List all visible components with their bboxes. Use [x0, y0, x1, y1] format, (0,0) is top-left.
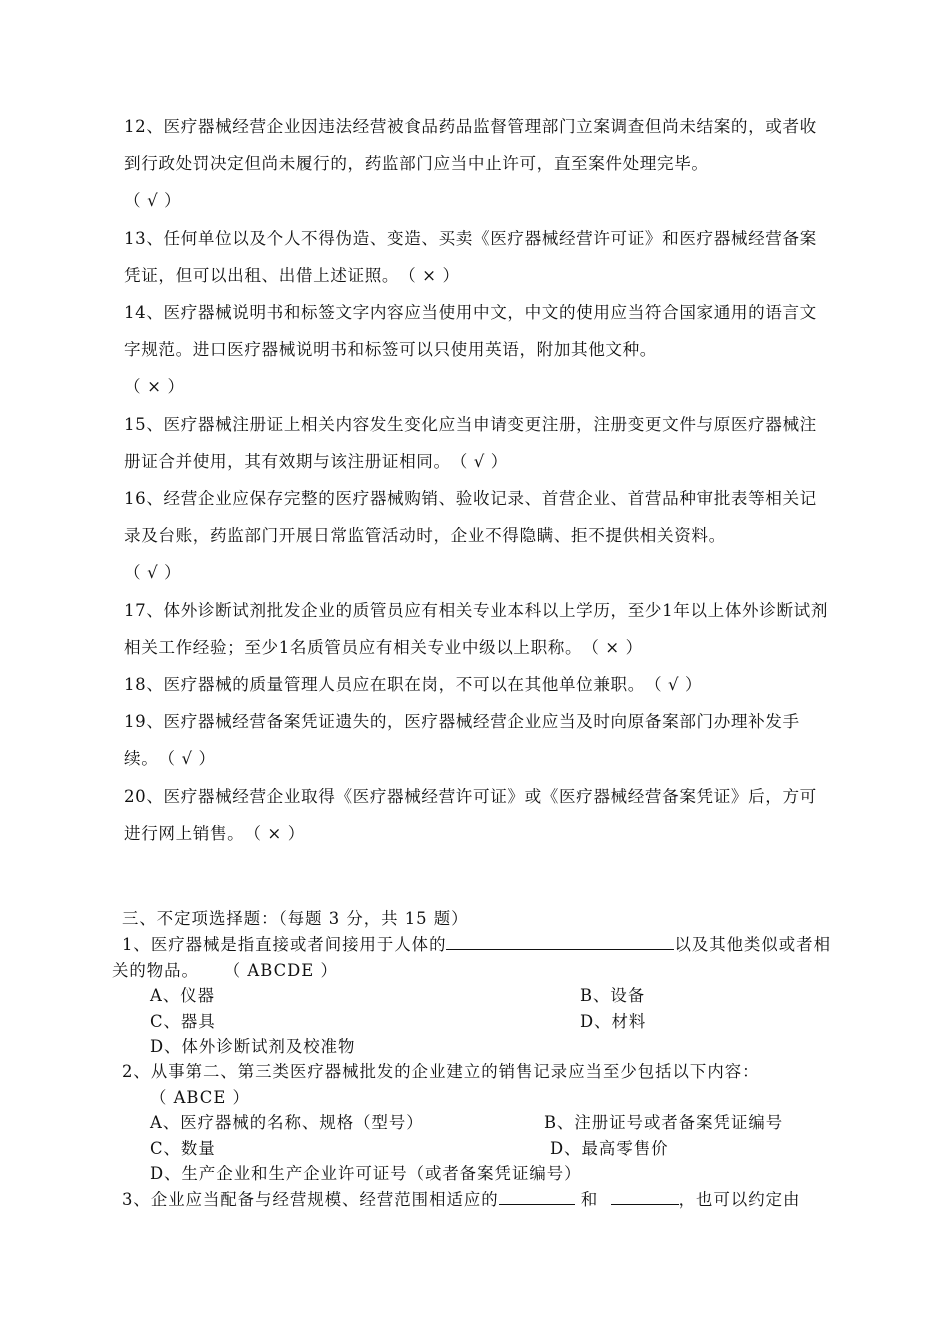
question-1-stem-cont: 关的物品。 （ ABCDE ）: [112, 960, 338, 980]
option-c: C、数量: [150, 1138, 216, 1158]
answer-blank: [611, 1186, 679, 1205]
question-3-stem: 3、企业应当配备与经营规模、经营范围相适应的 和 ，也可以约定由: [112, 1186, 852, 1212]
tf-question: 14、医疗器械说明书和标签文字内容应当使用中文，中文的使用应当符合国家通用的语言文字规范。进口医疗器械说明书和标签可以只使用英语，附加其他文种。: [124, 303, 817, 360]
tf-item-19: [124, 703, 830, 777]
tf-answer: （ × ）: [244, 823, 305, 843]
option-b: B、注册证号或者备案凭证编号: [544, 1113, 784, 1133]
option-b: B、设备: [580, 986, 646, 1006]
option-d: D、材料: [580, 1011, 647, 1031]
question-1-answer: （ ABCDE ）: [223, 960, 338, 980]
tf-item-15: [124, 406, 830, 480]
tf-question: 12、医疗器械经营企业因违法经营被食品药品监督管理部门立案调查但尚未结案的，或者收到行政处罚决定但尚未履行的，药监部门应当中止许可，直至案件处理完毕。: [124, 117, 817, 174]
tf-item-14: [124, 294, 830, 406]
option-a: A、医疗器械的名称、规格（型号）: [150, 1113, 424, 1133]
tf-item-20: [124, 778, 830, 852]
option-row: [112, 1009, 852, 1034]
answer-blank: [446, 931, 674, 950]
option-a: A、仪器: [150, 986, 216, 1006]
option-row: [112, 983, 852, 1008]
tf-answer: （ × ）: [124, 377, 185, 397]
tf-item-13: [124, 220, 830, 294]
tf-question: 19、医疗器械经营备案凭证遗失的，医疗器械经营企业应当及时向原备案部门办理补发手续。: [124, 712, 800, 769]
question-2-stem: 2、从事第二、第三类医疗器械批发的企业建立的销售记录应当至少包括以下内容：: [122, 1062, 760, 1082]
tf-question: 16、经营企业应保存完整的医疗器械购销、验收记录、首营企业、首营品种审批表等相关记录及台账，药监部门开展日常监管活动时，企业不得隐瞒、拒不提供相关资料。: [124, 489, 817, 546]
section-heading: 三、不定项选择题：（每题 3 分，共 15 题）: [122, 909, 469, 928]
tf-item-16: [124, 480, 830, 592]
question-1-stem: 1、医疗器械是指直接或者间接用于人体的 以及其他类似或者相: [112, 931, 852, 957]
tf-question: 18、医疗器械的质量管理人员应在职在岗，不可以在其他单位兼职。: [124, 675, 645, 695]
tf-question: 13、任何单位以及个人不得伪造、变造、买卖《医疗器械经营许可证》和医疗器械经营备案凭证，但可以出租、出借上述证照。: [124, 228, 817, 285]
tf-answer: （ × ）: [399, 265, 460, 285]
option-row: [112, 1136, 852, 1161]
option-e: D、体外诊断试剂及校准物: [150, 1037, 356, 1056]
tf-question: 15、医疗器械注册证上相关内容发生变化应当申请变更注册，注册变更文件与原医疗器械注册证合并使用，其有效期与该注册证相同。: [124, 414, 817, 471]
tf-answer: （ √ ）: [124, 191, 182, 211]
tf-item-17: [124, 592, 830, 666]
question-2-answer: （ ABCE ）: [150, 1087, 250, 1107]
answer-blank: [499, 1186, 575, 1205]
option-d: D、最高零售价: [550, 1138, 669, 1158]
option-c: C、器具: [150, 1011, 216, 1031]
tf-question: 17、体外诊断试剂批发企业的质管员应有相关专业本科以上学历，至少1年以上体外诊断试剂相关工作经验；至少1名质管员应有相关专业中级以上职称。: [124, 600, 829, 657]
tf-item-12: [124, 108, 830, 220]
tf-question: 20、医疗器械经营企业取得《医疗器械经营许可证》或《医疗器械经营备案凭证》后，方可进行网上销售。: [124, 786, 817, 843]
option-row: [112, 1110, 852, 1135]
true-false-list: [124, 108, 830, 852]
tf-item-18: [124, 666, 830, 703]
multiple-choice-section: [112, 906, 852, 1213]
tf-answer: （ √ ）: [124, 563, 182, 583]
tf-answer: （ × ）: [582, 637, 643, 657]
option-e: D、生产企业和生产企业许可证号（或者备案凭证编号）: [150, 1164, 582, 1183]
tf-answer: （ √ ）: [644, 675, 703, 695]
tf-answer: （ √ ）: [158, 749, 216, 769]
tf-answer: （ √ ）: [450, 451, 508, 471]
